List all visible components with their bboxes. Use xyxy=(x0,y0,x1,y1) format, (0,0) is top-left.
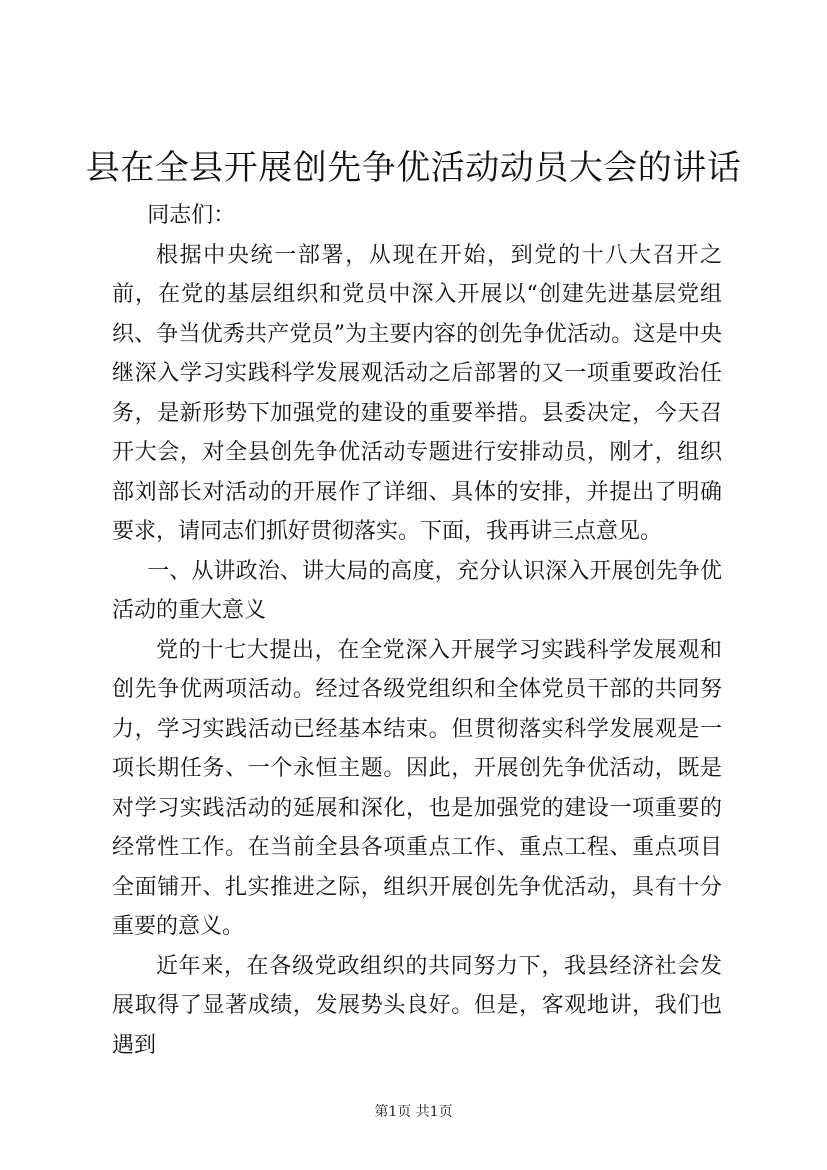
page-footer xyxy=(0,1102,827,1122)
paragraph-significance: 党的十七大提出，在全党深入开展学习实践科学发展观和创先争优两项活动。经过各级党组织和全体党员干部的共同努力，学习实践活动已经基本结束。但贯彻落实科学发展观是一项长期任务、一个永恒主题。因此，开展创先争优活动，既是对学习实践活动的延展和深化，也是加强党的建设一项重要的经常性工作。在当前全县各项重点工作、重点工程、重点项目全面铺开、扎实推进之际，组织开展创先争优活动，具有十分重要的意义。 xyxy=(112,637,722,939)
page-number: 第1页 共1页 xyxy=(374,1104,453,1120)
document-title: 县在全县开展创先争优活动动员大会的讲话 xyxy=(85,148,742,188)
paragraph-intro: 根据中央统一部署，从现在开始，到党的十八大召开之前，在党的基层组织和党员中深入开展以“创建先进基层党组织、争当优秀共产党员”为主要内容的创先争优活动。这是中央继深入学习实践科学发展观活动之后部署的又一项重要政治任务，是新形势下加强党的建设的重要举措。县委决定，今天召开大会，对全县创先争优活动专题进行安排动员，刚才，组织部刘部长对活动的开展作了详细、具体的安排，并提出了明确要求，请同志们抓好贯彻落实。下面，我再讲三点意见。 xyxy=(112,242,722,544)
paragraph-recent-years: 近年来，在各级党政组织的共同努力下，我县经济社会发展取得了显著成绩，发展势头良好。但是，客观地讲，我们也遇到 xyxy=(112,953,722,1058)
salutation: 同志们： xyxy=(147,203,236,228)
section-heading-1: 一、从讲政治、讲大局的高度，充分认识深入开展创先争优活动的重大意义 xyxy=(112,558,722,623)
document-body xyxy=(112,196,722,1065)
